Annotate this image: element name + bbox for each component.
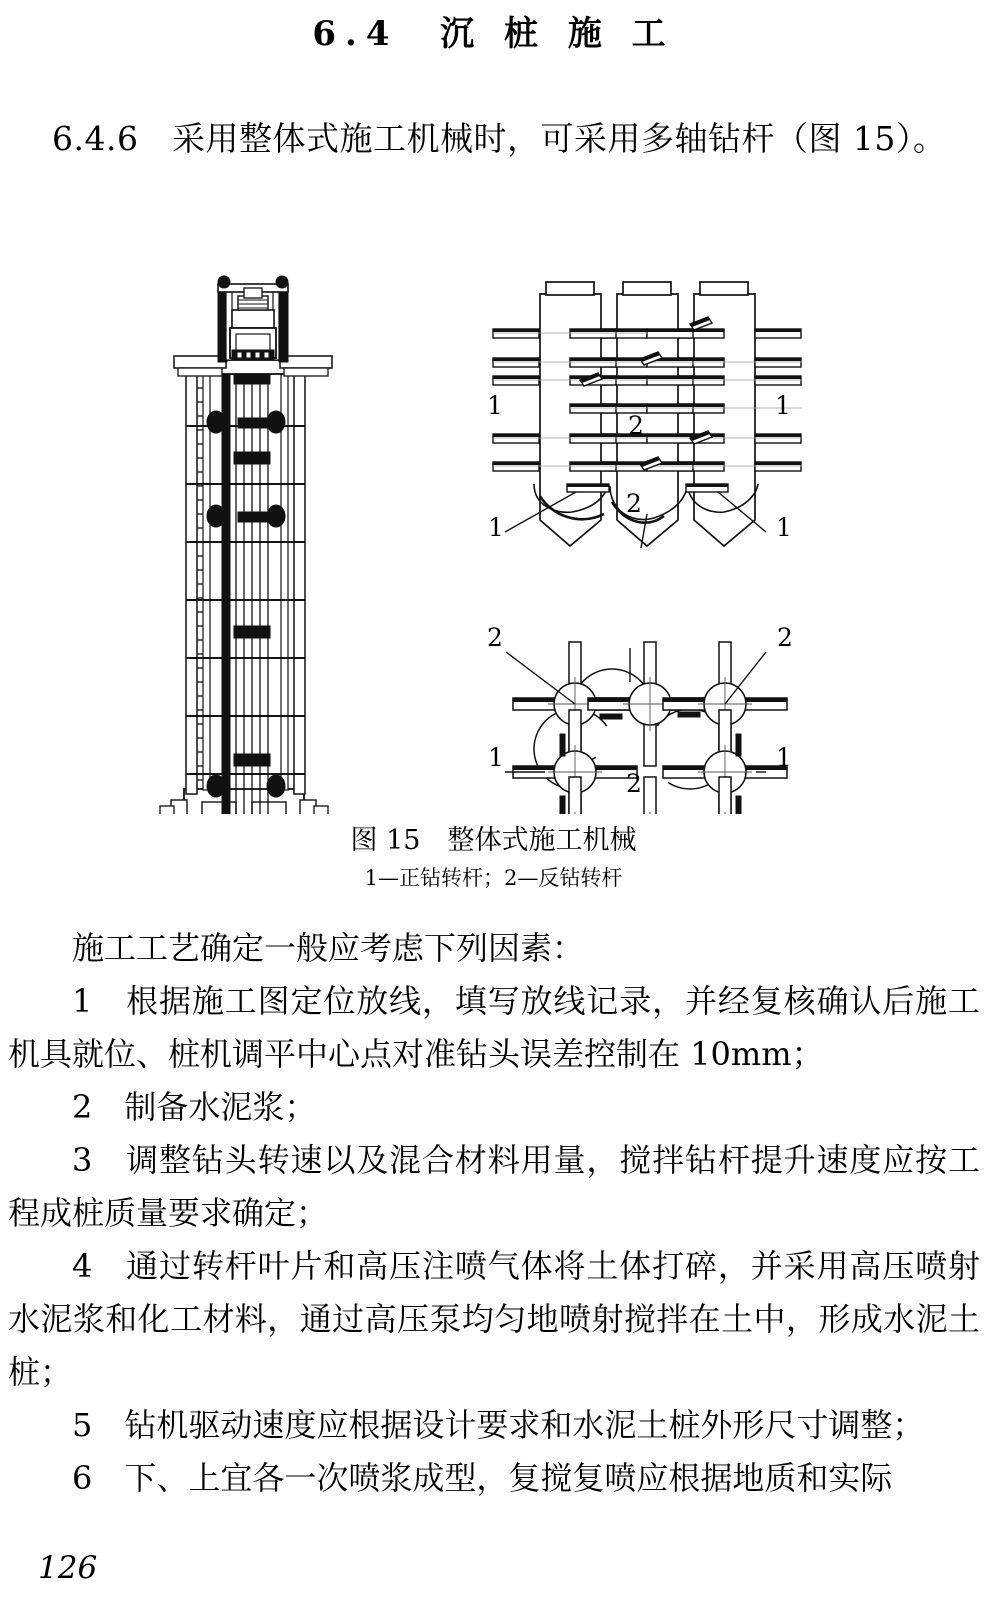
callout-plan-br-1: 1 xyxy=(776,743,792,772)
list-item xyxy=(8,975,980,1081)
clause-number: 6.4.6 xyxy=(51,119,139,158)
list-item xyxy=(8,1399,980,1452)
machine-elevation-drawing xyxy=(152,276,447,814)
list-item-text: 钻机驱动速度应根据设计要求和水泥土桩外形尺寸调整； xyxy=(124,1406,925,1444)
callout-side-right-1: 1 xyxy=(775,391,791,420)
callout-plan-tl-1: 1 xyxy=(488,513,504,542)
callout-side-center-2: 2 xyxy=(628,411,644,440)
list-item-number: 4 xyxy=(72,1247,93,1285)
callout-plan-ml-2: 2 xyxy=(487,623,503,652)
list-item-number: 3 xyxy=(72,1141,93,1179)
page-number: 126 xyxy=(38,1550,98,1586)
list-item-text: 根据施工图定位放线，填写放线记录，并经复核确认后施工机具就位、桩机调平中心点对准钻头误差控制在 10mm； xyxy=(8,982,980,1073)
list-item-text: 调整钻头转速以及混合材料用量，搅拌钻杆提升速度应按工程成桩质量要求确定； xyxy=(8,1141,980,1232)
figure-caption: 图 15 整体式施工机械 xyxy=(350,825,637,856)
callout-plan-bl-1: 1 xyxy=(488,743,504,772)
callout-side-left-1: 1 xyxy=(487,391,503,420)
list-item-number: 6 xyxy=(72,1459,93,1497)
body-lead-in: 施工工艺确定一般应考虑下列因素： xyxy=(72,929,585,967)
mast-crown xyxy=(174,276,332,376)
page-title: 6.4 沉 桩 施 工 xyxy=(312,14,675,54)
list-item-text: 制备水泥浆； xyxy=(124,1088,317,1126)
list-item-text: 下、上宜各一次喷浆成型，复搅复喷应根据地质和实际 xyxy=(124,1459,893,1497)
list-item-text: 通过转杆叶片和高压注喷气体将土体打碎，并采用高压喷射水泥浆和化工材料，通过高压泵均匀地喷射搅拌在土中，形成水泥土桩； xyxy=(8,1247,980,1391)
mast-structure xyxy=(186,330,305,814)
list-item xyxy=(8,1452,980,1505)
list-item-number: 1 xyxy=(72,982,93,1020)
auger-side-view-drawing xyxy=(493,282,802,548)
callout-plan-top-2: 2 xyxy=(626,489,642,518)
body-text-block xyxy=(8,922,980,1505)
figure-legend: 1—正钻转杆；2—反钻转杆 xyxy=(364,866,623,890)
list-item xyxy=(8,1081,980,1134)
callout-plan-bottom-2: 2 xyxy=(626,769,642,798)
figure-15 xyxy=(0,134,987,814)
list-item xyxy=(8,1240,980,1399)
auger-plan-view-drawing xyxy=(505,642,787,814)
list-item-number: 2 xyxy=(72,1088,93,1126)
list-item xyxy=(8,1134,980,1240)
callout-plan-tr-1: 1 xyxy=(776,513,792,542)
callout-plan-mr-2: 2 xyxy=(777,623,793,652)
clause-text: 采用整体式施工机械时，可采用多轴钻杆（图 15）。 xyxy=(171,119,947,158)
list-item-number: 5 xyxy=(72,1406,93,1444)
